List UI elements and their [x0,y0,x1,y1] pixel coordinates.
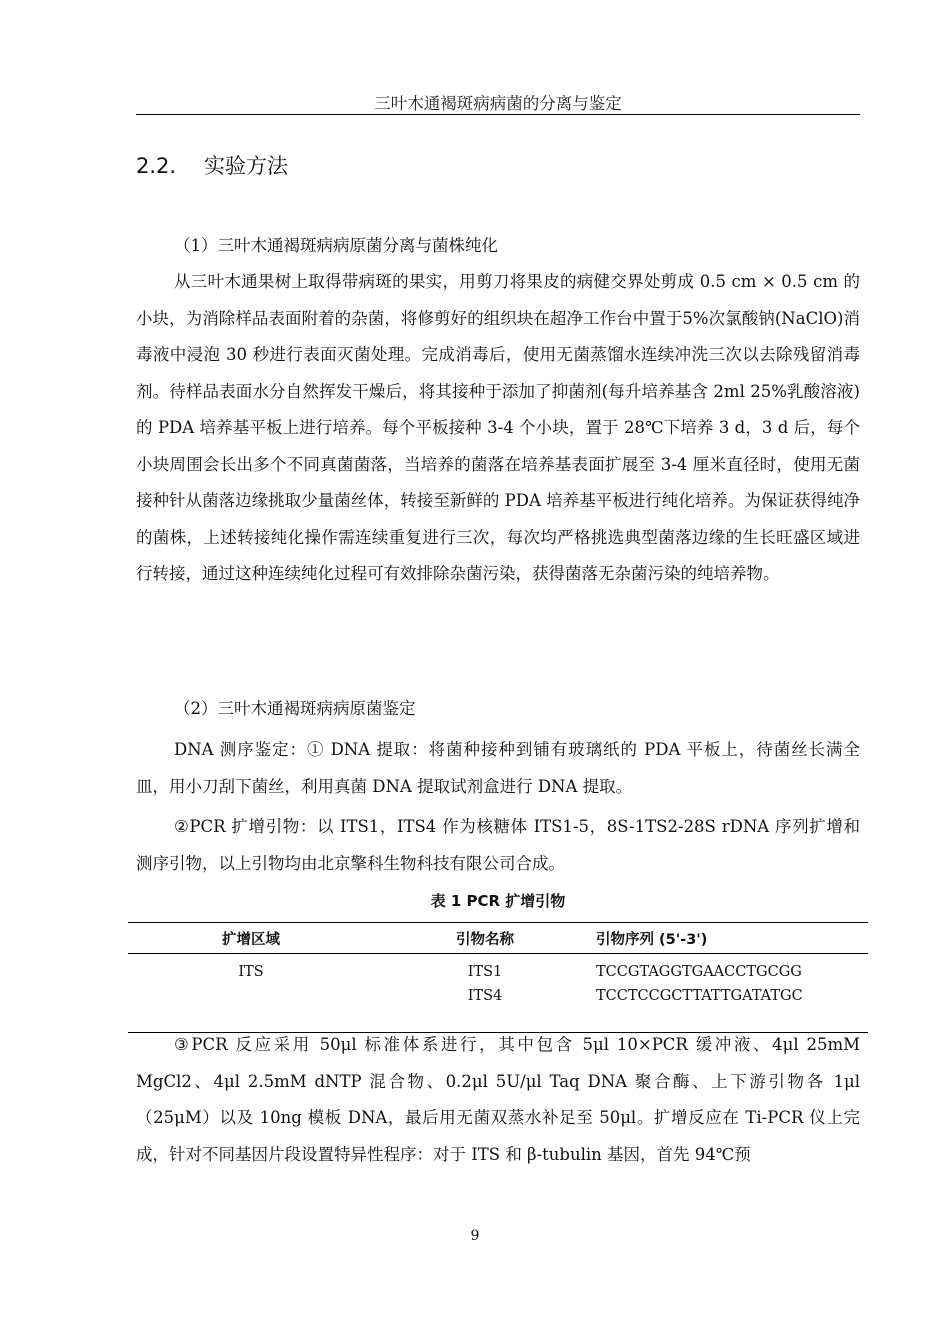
column-header-primer-sequence: 引物序列 (5'-3') [596,923,868,954]
table-header-row [128,923,868,954]
running-header: 三叶木通褐斑病病菌的分离与鉴定 [374,94,622,113]
cell-primer-name: ITS4 [374,986,596,1033]
pcr-reaction-paragraph: ③PCR 反应采用 50μl 标准体系进行，其中包含 5μl 10×PCR 缓冲液、4μl 25mM MgCl2、4μl 2.5mM dNTP 混合物、0.2μl 5U/μl Taq DNA 聚合酶、上下游引物各 1μl（25μM）以及 10ng 模板 DNA，最后用无菌双蒸水补足至 50μl。扩增反应在 Ti-PCR 仪上完成，针对不同基因片段设置特异性程序：对于 ITS 和 β-tubulin 基因，首先 94℃预 [136,1035,860,1164]
cell-primer-sequence: TCCGTAGGTGAACCTGCGG [596,964,802,980]
subsection-1-body: 从三叶木通果树上取得带病斑的果实，用剪刀将果皮的病健交界处剪成 0.5 cm × 0.5 cm 的小块，为消除样品表面附着的杂菌，将修剪好的组织块在超净工作台中置于5%次氯酸钠(NaClO)消毒液中浸泡 30 秒进行表面灭菌处理。完成消毒后，使用无菌蒸馏水连续冲洗三次以去除残留消毒剂。待样品表面水分自然挥发干燥后，将其接种于添加了抑菌剂(每升培养基含 2ml 25%乳酸溶液)的 PDA 培养基平板上进行培养。每个平板接种 3-4 个小块，置于 28℃下培养 3 d，3 d 后，每个小块周围会长出多个不同真菌菌落，当培养的菌落在培养基表面扩展至 3-4 厘米直径时，使用无菌接种针从菌落边缘挑取少量菌丝体，转接至新鲜的 PDA 培养基平板进行纯化培养。为保证获得纯净的菌株，上述转接纯化操作需连续重复进行三次，每次均严格挑选典型菌落边缘的生长旺盛区域进行转接，通过这种连续纯化过程可有效排除杂菌污染，获得菌落无杂菌污染的纯培养物。 [136,272,860,583]
cell-region: ITS [238,964,264,980]
cell-primer-name: ITS1 [467,964,503,980]
table-caption: 表 1 PCR 扩增引物 [430,892,566,910]
subsection-2-title: （2）三叶木通褐斑病病原菌鉴定 [174,699,416,718]
cell-primer-sequence: TCCTCCGCTTATTGATATGC [596,986,868,1033]
table-row [128,986,868,1033]
dna-extraction-paragraph: DNA 测序鉴定：① DNA 提取：将菌种接种到铺有玻璃纸的 PDA 平板上，待菌丝长满全皿，用小刀刮下菌丝，利用真菌 DNA 提取试剂盒进行 DNA 提取。 [136,740,860,796]
section-title: 实验方法 [204,154,288,178]
pcr-primers-paragraph: ②PCR 扩增引物：以 ITS1，ITS4 作为核糖体 ITS1-5，8S-1TS2-28S rDNA 序列扩增和测序引物，以上引物均由北京擎科生物科技有限公司合成。 [136,817,860,873]
header-rule [136,114,860,115]
primer-table [128,922,868,1033]
section-heading [136,150,288,180]
section-number: 2.2. [136,154,177,178]
column-header-primer-name: 引物名称 [374,923,596,954]
column-header-region: 扩增区域 [128,923,374,954]
subsection-1-title: （1）三叶木通褐斑病病原菌分离与菌株纯化 [174,236,498,255]
cell-region [128,986,374,1033]
table-row [128,954,868,987]
page-number: 9 [470,1228,480,1244]
